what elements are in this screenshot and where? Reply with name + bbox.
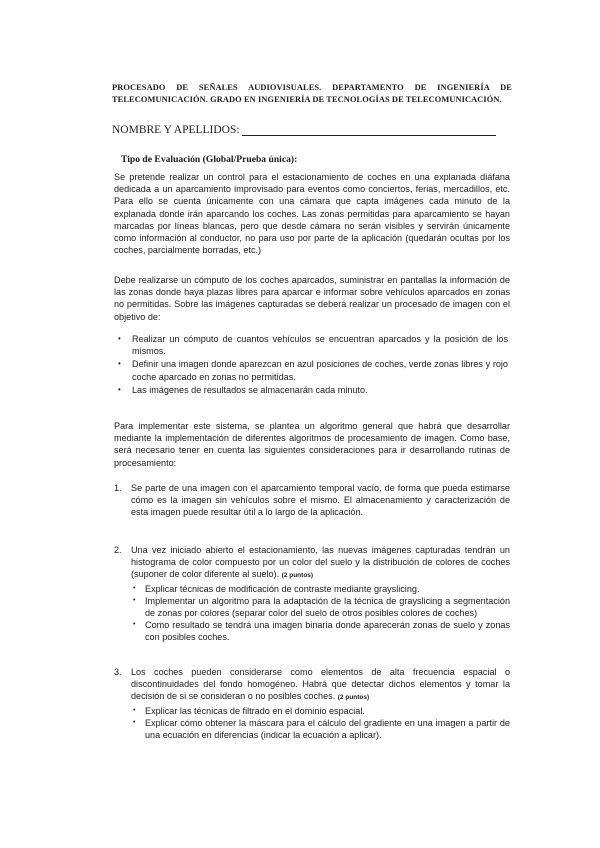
- sub-item: • Explicar cómo obtener la máscara para el cálculo del gradiente en una imagen a partir de una ecuación en diferencias (indicar la ecuación a aplicar).: [131, 717, 510, 741]
- sub-item: • Implementar un algoritmo para la adaptación de la técnica de grayslicing a segmentación de zonas por colores (separar color del suelo de otros posibles colores de coches): [131, 595, 510, 619]
- numbered-item-3: [114, 666, 510, 741]
- objective-item: • Definir una imagen donde aparezcan en azul posiciones de coches, verde zonas libres y rojo coche aparcado en zonas no permitidas.: [118, 358, 508, 382]
- item-number: 3.: [114, 667, 122, 677]
- name-label: NOMBRE Y APELLIDOS:: [112, 124, 240, 136]
- objectives-list: [118, 333, 508, 397]
- objective-item: • Las imágenes de resultados se almacenarán cada minuto.: [118, 384, 508, 396]
- implementation-paragraph: Para implementar este sistema, se plantea un algoritmo general que habrá que desarrollar mediante la implementación de diferentes algoritmos de procesamiento de imagen. Como base, será necesario tener en cuenta las siguientes consideraciones para ir desarrollando rutinas de procesamiento:: [114, 421, 510, 468]
- objective-item: • Realizar un cómputo de cuantos vehículos se encuentran aparcados y la posición de los mismos.: [118, 333, 508, 357]
- item-text: Se parte de una imagen con el aparcamiento temporal vacío, de forma que pueda estimarse cómo es la imagen sin vehículos sobre el mismo. El almacenamiento y caracterización de esta imagen puede resultar útil a lo largo de la aplicación.: [131, 483, 510, 518]
- name-field-row: [112, 124, 496, 136]
- points-label: (2 puntos): [337, 694, 370, 702]
- sub-item: • Explicar técnicas de modificación de contraste mediante grayslicing.: [131, 583, 510, 595]
- item-text: Los coches pueden considerarse como elementos de alta frecuencia espacial o discontinuidades del fondo homogéneo. Habrá que detectar dichos elementos y tomar la decisión de si se consideran o no posibles coches.: [131, 667, 510, 702]
- evaluation-type-label: Tipo de Evaluación (Global/Prueba única):: [121, 154, 298, 165]
- intro-paragraph: Se pretende realizar un control para el estacionamiento de coches en una explanada diáfana dedicada a un aparcamiento improvisado para eventos como conciertos, ferias, mercadillos, etc. Para ello se cuenta únicamente con una cámara que capta imágenes cada minuto de la explanada donde irán aparcando los coches. Las zonas permitidas para aparcamiento se hayan marcadas por líneas blancas, pero que desde cámara no serán visibles y servirán únicamente como información al conductor, no para uso por parte de la aplicación (quedarán ocultas por los coches, parcialmente borradas, etc.): [114, 172, 510, 256]
- numbered-item-2: [114, 544, 510, 644]
- item-number: 2.: [114, 545, 122, 555]
- points-label: (2 puntos): [281, 572, 314, 580]
- sub-item: • Como resultado se tendrá una imagen binaria donde aparecerán zonas de suelo y zonas con posibles coches.: [131, 619, 510, 643]
- name-input-line[interactable]: [242, 124, 496, 136]
- sub-item: • Explicar las técnicas de filtrado en el dominio espacial.: [131, 705, 510, 717]
- requirements-paragraph: Debe realizarse un cómputo de los coches aparcados, suministrar en pantallas la información de las zonas donde haya plazas libres para aparcar e informar sobre vehículos aparcados en zonas no permitidas. Sobre las imágenes capturadas se deberá realizar un procesado de imagen con el objetivo de:: [114, 275, 510, 322]
- item-text: Una vez iniciado abierto el estacionamiento, las nuevas imágenes capturadas tendrán un histograma de color compuesto por un color del suelo y la distribución de colores de coches (suponer de color diferente al suelo).: [131, 545, 510, 580]
- sub-list: [131, 705, 510, 742]
- numbered-item-1: [114, 482, 510, 519]
- document-header: PROCESADO DE SEÑALES AUDIOVISUALES. DEPARTAMENTO DE INGENIERÍA DE TELECOMUNICACIÓN. GRADO EN INGENIERÍA DE TECNOLOGÍAS DE TELECOMUNICACIÓN.: [112, 83, 512, 104]
- item-body: [131, 666, 510, 705]
- item-number: 1.: [114, 483, 122, 493]
- sub-list: [131, 583, 510, 644]
- item-body: [131, 544, 510, 583]
